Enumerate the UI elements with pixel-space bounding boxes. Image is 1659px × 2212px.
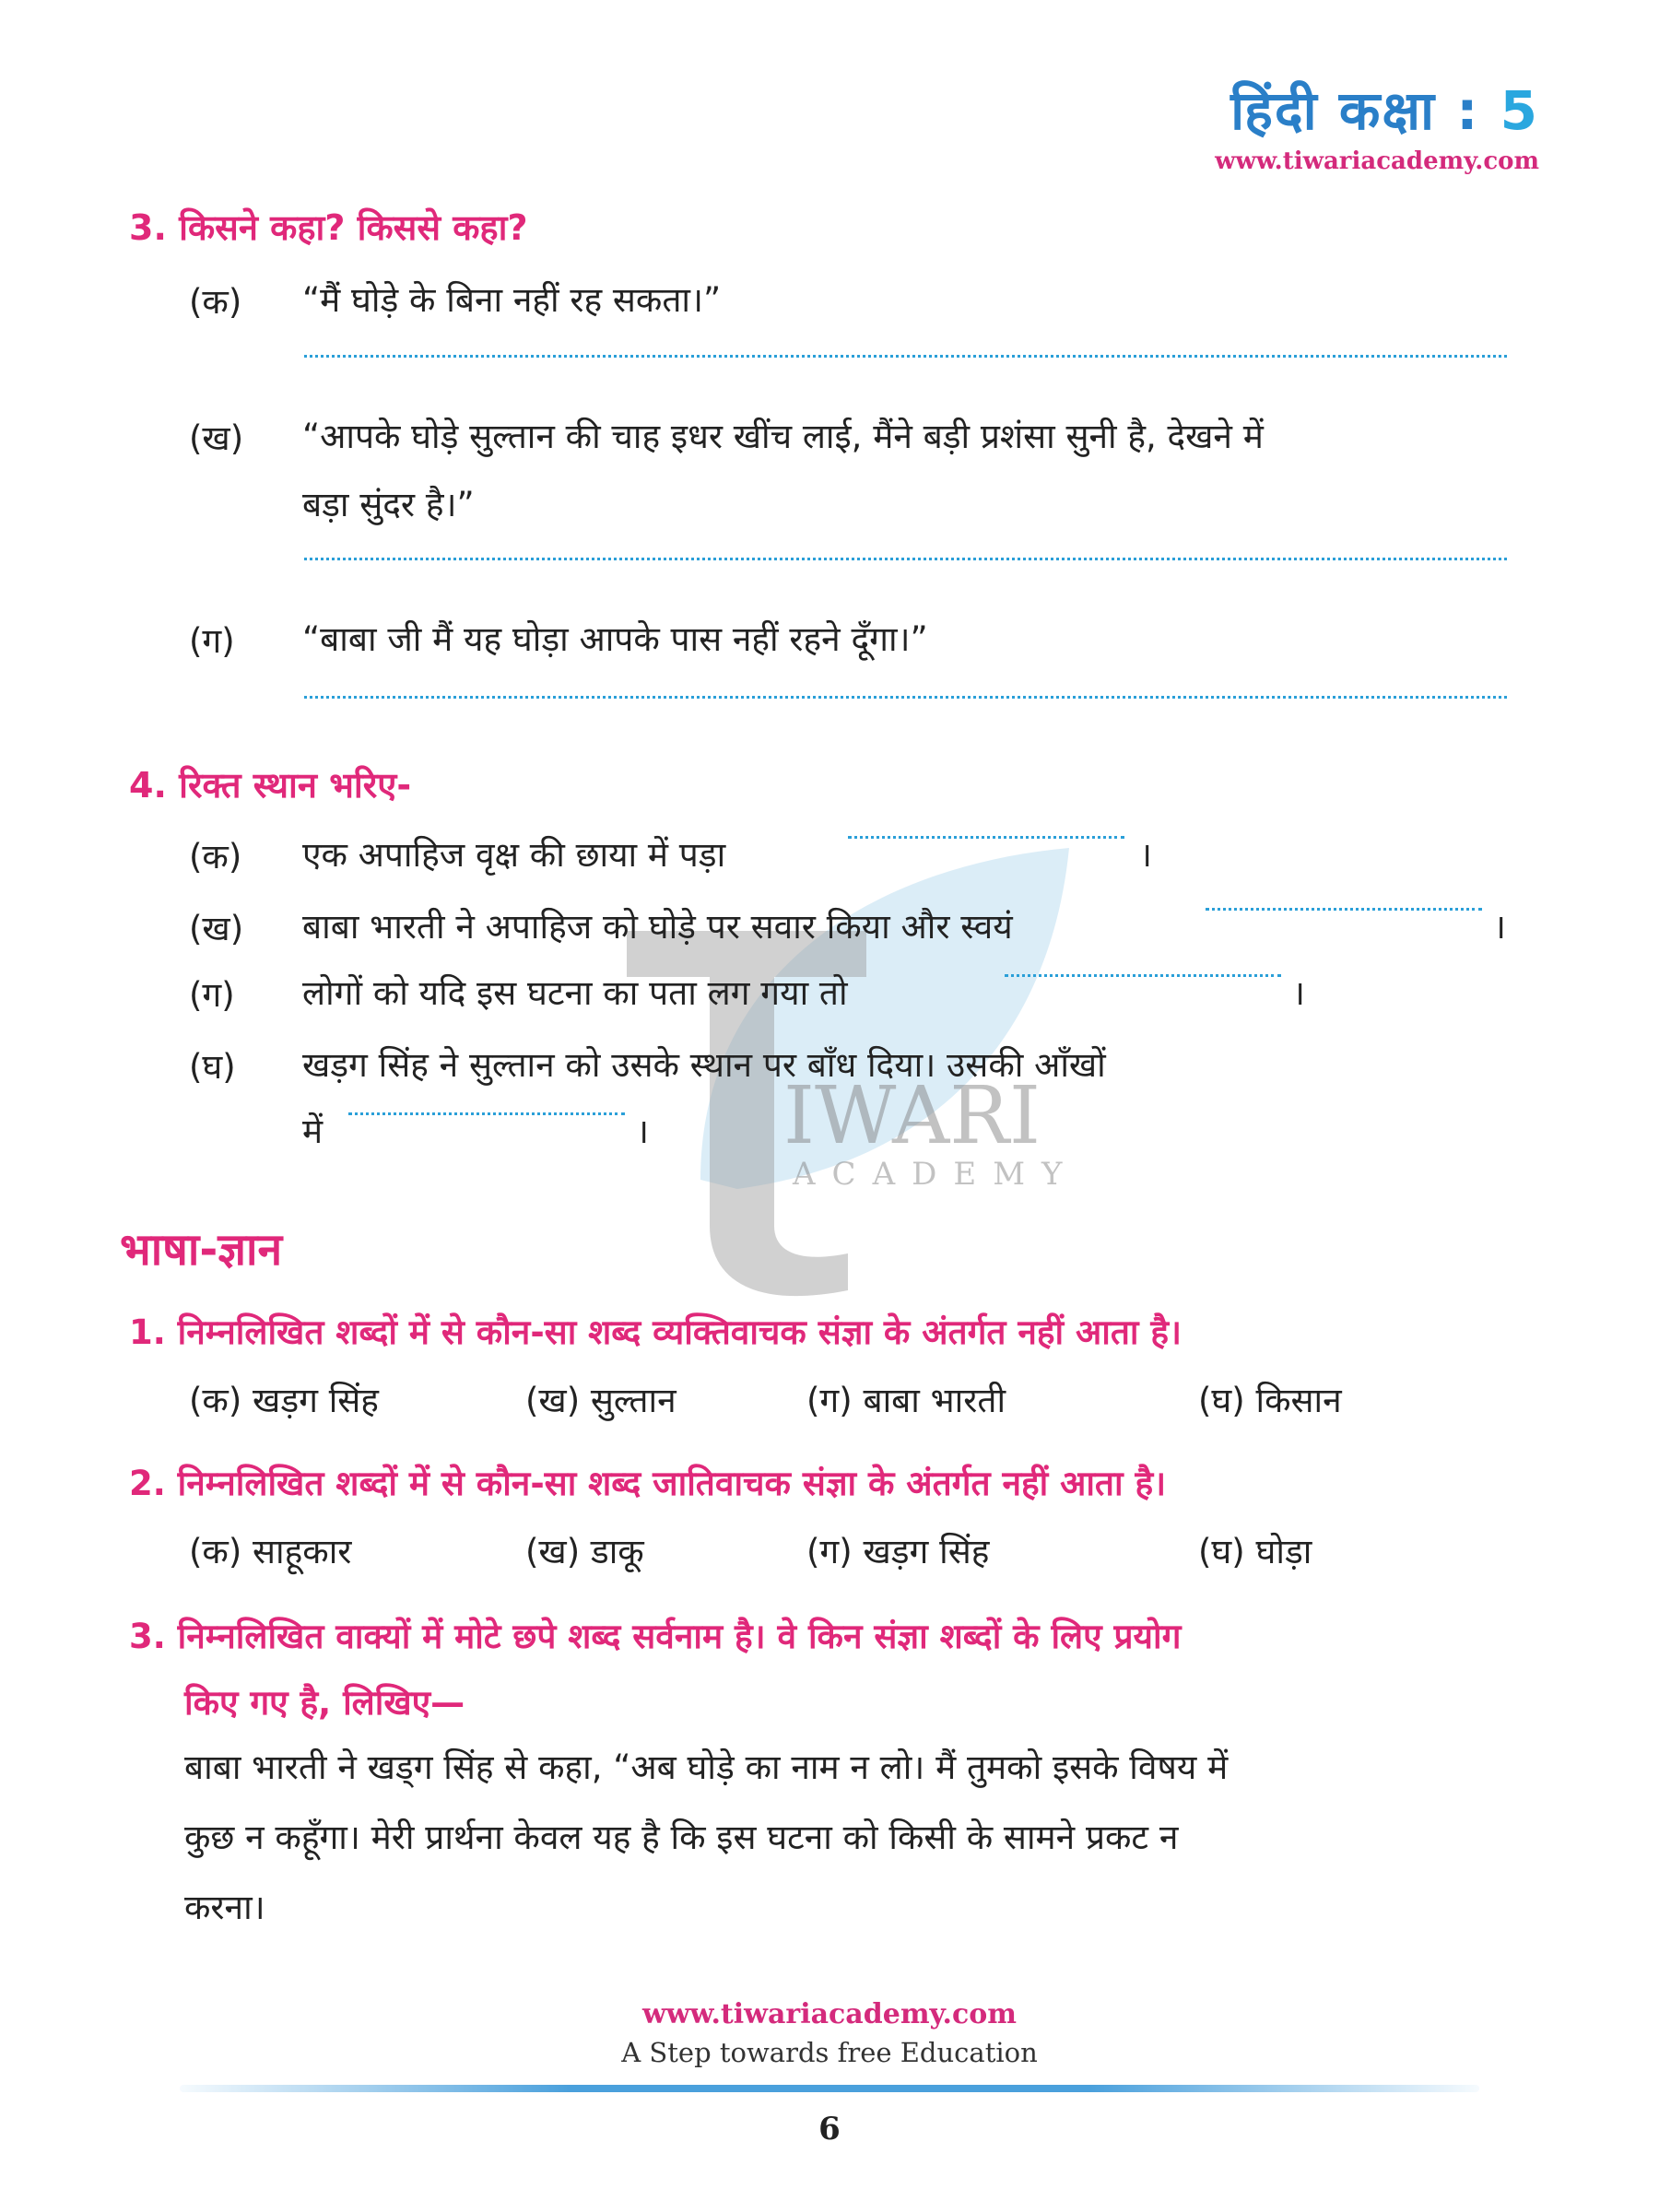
q4-end-kha: । xyxy=(1493,907,1507,947)
q4-end-gha: । xyxy=(636,1112,650,1151)
bg-q2-option[interactable]: (ग) खड़ग सिंह xyxy=(806,1532,990,1571)
q4-label-gha: (घ) xyxy=(189,1047,236,1087)
q4-text-gha-line1: खड़ग सिंह ने सुल्तान को उसके स्थान पर बाँध दिया। उसकी आँखों xyxy=(302,1045,1106,1085)
q4-label-ga: (ग) xyxy=(189,975,235,1015)
page-number: 6 xyxy=(818,2111,841,2147)
q3-quote-ga: “बाबा जी मैं यह घोड़ा आपके पास नहीं रहने दूँगा।” xyxy=(302,619,928,659)
q3-label-ka: (क) xyxy=(189,282,242,322)
q4-text-kha: बाबा भारती ने अपाहिज को घोड़े पर सवार किया और स्वयं xyxy=(302,907,1013,947)
footer-tagline: A Step towards free Education xyxy=(621,2037,1038,2068)
bg-q2-option[interactable]: (क) साहूकार xyxy=(189,1532,352,1571)
bg-q2-option[interactable]: (ख) डाकू xyxy=(525,1532,644,1571)
header-title xyxy=(1230,72,1539,145)
bg-q1-option[interactable]: (क) खड़ग सिंह xyxy=(189,1381,379,1420)
section-title-bhasha-gyan: भाषा-ज्ञान xyxy=(120,1224,283,1276)
q3-label-ga: (ग) xyxy=(189,621,235,661)
bg-q3-heading-line1: 3. निम्नलिखित वाक्यों में मोटे छपे शब्द सर्वनाम है। वे किन संज्ञा शब्दों के लिए प्रयोग xyxy=(129,1617,1182,1656)
bg-q2-option[interactable]: (घ) घोड़ा xyxy=(1198,1532,1312,1571)
watermark-sub: ACADEMY xyxy=(793,1156,1079,1193)
q4-label-ka: (क) xyxy=(189,837,242,877)
header-url[interactable]: www.tiwariacademy.com xyxy=(1215,147,1539,175)
paragraph-line: करना। xyxy=(184,1888,265,1927)
bg-q1-option[interactable]: (ग) बाबा भारती xyxy=(806,1381,1006,1420)
bg-q3-paragraph xyxy=(184,1733,1530,1943)
header-subject: हिंदी कक्षा : xyxy=(1230,79,1480,142)
blank-line[interactable] xyxy=(348,1112,625,1115)
bg-q2-heading: 2. निम्नलिखित शब्दों में से कौन-सा शब्द जातिवाचक संज्ञा के अंतर्गत नहीं आता है। xyxy=(129,1464,1167,1503)
q4-heading: 4. रिक्त स्थान भरिए- xyxy=(129,765,412,806)
footer-divider xyxy=(180,2085,1479,2092)
blank-line[interactable] xyxy=(848,836,1124,839)
header-class-number: 5 xyxy=(1500,79,1539,142)
q3-quote-kha-line1: “आपके घोड़े सुल्तान की चाह इधर खींच लाई, मैंने बड़ी प्रशंसा सुनी है, देखने में xyxy=(302,417,1264,456)
bg-q3-heading-line2: किए गए है, लिखिए— xyxy=(184,1683,465,1723)
q4-text-ga: लोगों को यदि इस घटना का पता लग गया तो xyxy=(302,973,848,1013)
bg-q1-heading: 1. निम्नलिखित शब्दों में से कौन-सा शब्द व्यक्तिवाचक संज्ञा के अंतर्गत नहीं आता है। xyxy=(129,1312,1182,1352)
footer-url[interactable]: www.tiwariacademy.com xyxy=(641,1998,1018,2030)
bg-q1-option[interactable]: (घ) किसान xyxy=(1198,1381,1342,1420)
answer-line[interactable] xyxy=(304,696,1507,699)
q3-label-kha: (ख) xyxy=(189,418,244,458)
q4-text-gha-line2: में xyxy=(302,1112,324,1151)
answer-line[interactable] xyxy=(304,355,1507,358)
q4-end-ga: । xyxy=(1292,973,1306,1013)
q3-heading: 3. किसने कहा? किससे कहा? xyxy=(129,207,528,248)
blank-line[interactable] xyxy=(1206,908,1482,911)
blank-line[interactable] xyxy=(1005,974,1281,977)
answer-line[interactable] xyxy=(304,558,1507,560)
watermark-brand: IWARI xyxy=(783,1070,1041,1162)
paragraph-line: कुछ न कहूँगा। मेरी प्रार्थना केवल यह है कि इस घटना को किसी के सामने प्रकट न xyxy=(184,1818,1179,1857)
q4-end-ka: । xyxy=(1139,835,1153,875)
q4-label-kha: (ख) xyxy=(189,909,244,948)
q3-quote-kha-line2: बड़ा सुंदर है।” xyxy=(302,485,475,524)
paragraph-line: बाबा भारती ने खड्ग सिंह से कहा, “अब घोड़े का नाम न लो। मैं तुमको इसके विषय में xyxy=(184,1747,1229,1787)
q3-quote-ka: “मैं घोड़े के बिना नहीं रह सकता।” xyxy=(302,280,722,320)
q4-text-ka: एक अपाहिज वृक्ष की छाया में पड़ा xyxy=(302,835,726,875)
bg-q1-option[interactable]: (ख) सुल्तान xyxy=(525,1381,677,1420)
